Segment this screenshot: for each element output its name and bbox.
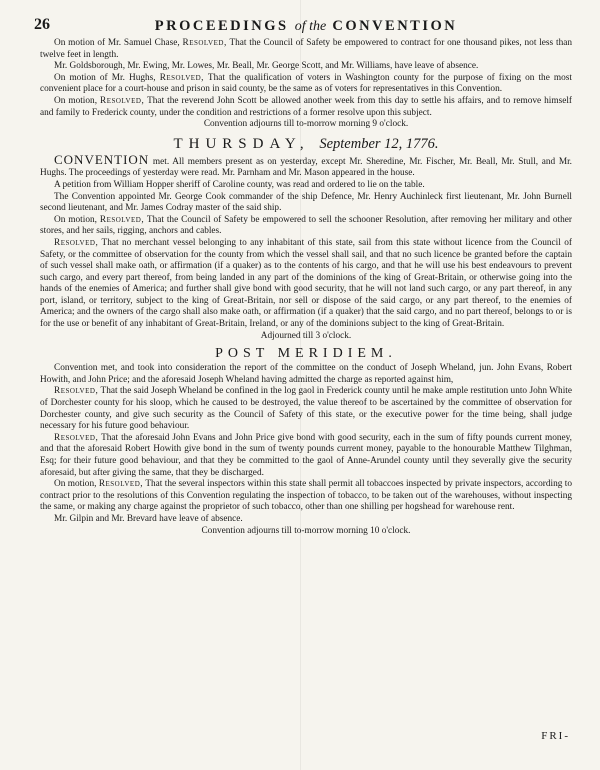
day-heading	[40, 136, 572, 153]
catchword: FRI-	[541, 730, 570, 742]
page-fold	[300, 0, 301, 770]
paragraph	[40, 386, 572, 432]
resolution-text: That the aforesaid John Evans and John Price give bond with good security, each in the sum of fifty pounds current money, and that the aforesaid Robert Howith give bond in the sum of twenty pounds current money, payable to the honourable Matthew Tilghman, Esq; for their future good behaviour, and that they be committed to the gaol of Anne-Arundel county until they severally give the security aforesaid, but after giving the same, that they be discharged.	[40, 432, 573, 478]
resolution-text: That the Council of Safety be empowered to contract for one thousand pikes, not less than twelve feet in length.	[40, 38, 572, 60]
resolution-text: That the Council of Safety be empowered to sell the schooner Resolution, after removing her military and other stores, and her sails, rigging, anchors and cables.	[40, 214, 573, 237]
paragraph-text: met. All members present as on yesterday, except Mr. Sheredine, Mr. Fischer, Mr. Beall, Mr. Stull, and Mr. Hughs. The proceedings of yesterday were read. Mr. Parnham and Mr. Mason appeared in the house.	[40, 156, 573, 179]
resolution-text: That no merchant vessel belonging to any inhabitant of this state, sail from this state without licence from the Council of Safety, or the committee of observation for the county from which the vessel shall sail, and that no such licence be granted before the captain of such vessel shall make oath, or affirmation (if a quaker) as to the contents of his cargo, and that he will use his best endeavours to prevent such cargo, and every part thereof, from being landed in any part of the dominions of the king of Great-Britain, or otherwise going into the hands of the enemies of America; and further shall give bond with good security, that he will not land such cargo, or any part thereof, in any port, island, or territory, subject to the king of Great-Britain, nor sell or dispose of the said cargo, or any part thereof, to the enemies of America; and the owners of the cargo shall also make oath, or affirmation (if a quaker) that the said cargo, and no part thereof, belongs to or is for the use or benefit of any inhabitant of Great-Britain, Ireland, or any of the dominions subject to the king of Great-Britain.	[40, 237, 572, 330]
paragraph: Convention met, and took into consideration the report of the committee on the conduct of Joseph Wheland, jun. John Evans, Robert Howith, and John Price; and the aforesaid Joseph Wheland having admitted the charge as reported against him,	[40, 363, 572, 385]
title-proceedings: PROCEEDINGS	[154, 18, 289, 34]
resolved-word: Resolved,	[182, 38, 227, 48]
title-of-the: of the	[294, 19, 327, 34]
section-thursday	[40, 151, 573, 343]
motion-text: On motion,	[54, 214, 97, 225]
resolution-text: That the said Joseph Wheland be confined in the log gaol in Frederick county until he make ample restitution unto John White of Dorchester county for his sloop, which he caused to be destroyed, the value thereof to be ascertained by the committee of observation for Dorchester county, and give such security as the Council of Safety of this state, or the executive power for the time being, shall judge necessary for his future good behaviour.	[40, 386, 573, 432]
paragraph	[40, 215, 572, 238]
motion-text: On motion of Mr. Hughs,	[54, 72, 156, 83]
resolution-text: That the qualification of voters in Washington county for the purpose of fixing on the most convenient place for a court-house and prison in said county, be the same as of voters for representatives in this Convention.	[40, 72, 572, 95]
post-meridiem-heading: POST MERIDIEM.	[215, 346, 397, 362]
resolved-word: Resolved,	[159, 72, 204, 83]
adjournment-line: Convention adjourns till to-morrow morning 10 o'clock.	[201, 525, 411, 536]
resolution-text: That the reverend John Scott be allowed another week from this day to settle his affairs, and to remove himself and family to Frederick county, under the condition and restrictions of a former resolve upon this subject.	[40, 95, 573, 118]
day-name: THURSDAY,	[173, 135, 310, 152]
resolved-word: Resolved,	[54, 386, 99, 397]
motion-text: On motion,	[54, 95, 98, 106]
running-title	[40, 14, 572, 35]
paragraph	[40, 238, 572, 331]
adjournment-line: Convention adjourns till to-morrow morning 9 o'clock.	[203, 119, 409, 130]
adjournment-line: Adjourned till 3 o'clock.	[260, 330, 352, 341]
section-post-meridiem	[40, 363, 572, 537]
paragraph: A petition from William Hopper sheriff of Caroline county, was read and ordered to lie on the table.	[54, 179, 425, 190]
resolved-word: Resolved,	[99, 214, 145, 225]
paragraph	[40, 479, 572, 514]
paragraph	[40, 96, 572, 119]
resolved-word: Resolved,	[100, 95, 145, 106]
paragraph	[40, 73, 572, 96]
date-text: September 12, 1776.	[319, 135, 439, 152]
paragraph	[40, 151, 573, 180]
resolved-word: Resolved,	[98, 479, 144, 490]
resolved-word: Resolved,	[54, 432, 99, 443]
motion-text: On motion,	[54, 479, 97, 490]
resolved-word: Resolved,	[54, 237, 99, 248]
resolution-text: That the several inspectors within this state shall permit all tobaccoes inspected by private inspectors, according to contract prior to the resolutions of this Convention regulating the inspection of tobacco, to be taken out of the warehouses, without inspecting the same, or making any charge against the proprietor of such tobacco, other than one shilling per hogshead for warehouse rent.	[40, 479, 572, 513]
paragraph: The Convention appointed Mr. George Cook commander of the ship Defence, Mr. Henry Auchinleck first lieutenant, Mr. John Burnell second lieutenant, and Mr. James Codray master of the said ship.	[40, 191, 572, 214]
page-number: 26	[34, 16, 50, 33]
motion-text: On motion of Mr. Samuel Chase,	[54, 38, 180, 48]
title-convention: CONVENTION	[332, 18, 458, 34]
paragraph	[40, 38, 572, 61]
paragraph	[40, 433, 572, 479]
paragraph: Mr. Goldsborough, Mr. Ewing, Mr. Lowes, Mr. Beall, Mr. George Scott, and Mr. Williams, have leave of absence.	[54, 61, 479, 72]
paragraph: Mr. Gilpin and Mr. Brevard have leave of absence.	[54, 513, 243, 524]
section-previous-day	[40, 38, 572, 131]
page-header	[34, 14, 572, 38]
lead-word: CONVENTION	[54, 151, 150, 167]
